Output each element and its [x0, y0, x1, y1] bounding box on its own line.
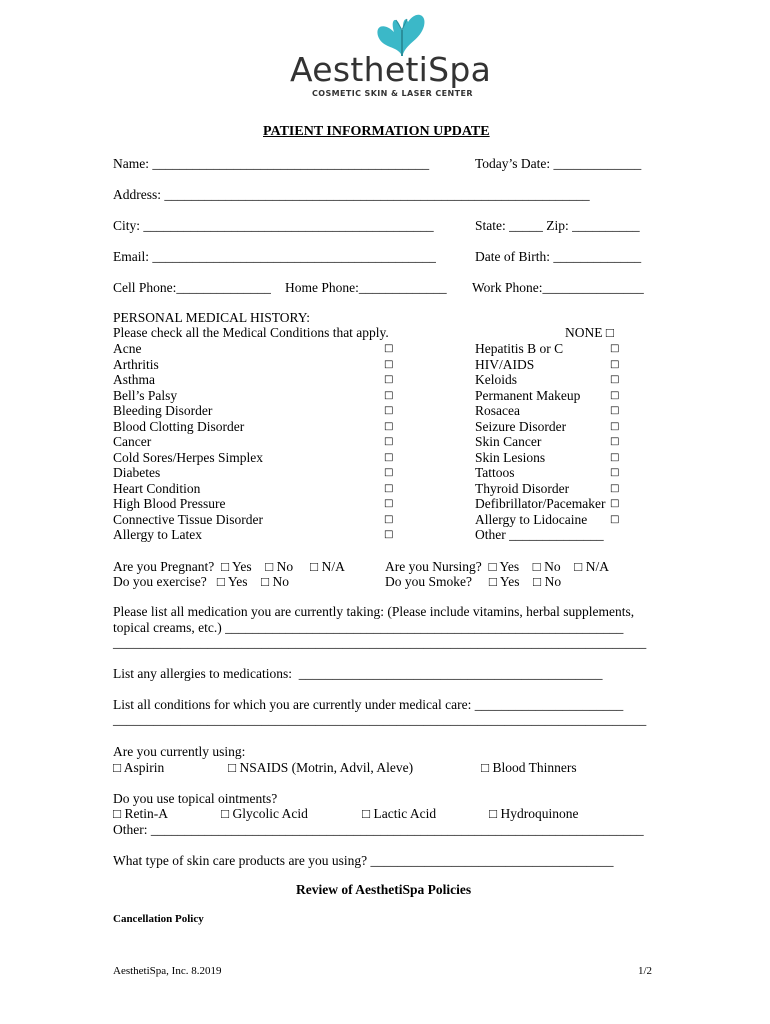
right-condition-label: Permanent Makeup [475, 387, 581, 403]
left-condition-label: High Blood Pressure [113, 496, 226, 511]
glycolic-acid-checkbox[interactable]: □ Glycolic Acid [221, 806, 308, 821]
cell-phone-field[interactable]: Cell Phone:______________ [113, 280, 271, 295]
other-condition-field[interactable]: Other ______________ [475, 527, 604, 542]
smoke-question[interactable]: Do you Smoke? □ Yes □ No [385, 574, 562, 589]
email-field[interactable]: Email: __________________________________________ [113, 249, 436, 264]
right-condition-label: Allergy to Lidocaine [475, 511, 588, 527]
left-condition-label: Bleeding Disorder [113, 403, 213, 418]
left-condition-label: Asthma [113, 372, 155, 387]
blood-thinners-checkbox[interactable]: □ Blood Thinners [481, 760, 577, 775]
left-condition-checkbox[interactable]: □ [384, 389, 394, 401]
left-condition-label: Diabetes [113, 465, 161, 480]
right-condition-label: Thyroid Disorder [475, 480, 570, 496]
state-zip-field[interactable]: State: _____ Zip: __________ [475, 218, 640, 233]
using-heading: Are you currently using: [113, 744, 246, 759]
city-field[interactable]: City: ___________________________________________ [113, 218, 434, 233]
right-condition-checkbox[interactable]: □ [610, 467, 620, 478]
conditions-field[interactable]: List all conditions for which you are currently under medical care: ______________________ [113, 697, 624, 712]
right-condition-checkbox[interactable]: □ [610, 374, 620, 385]
brand-tagline: COSMETIC SKIN & LASER CENTER [312, 89, 473, 98]
nsaids-checkbox[interactable]: □ NSAIDS (Motrin, Advil, Aleve) [228, 760, 414, 775]
right-condition-checkbox[interactable]: □ [610, 358, 620, 370]
history-heading: PERSONAL MEDICAL HISTORY: [113, 310, 311, 325]
right-condition-label: Hepatitis B or C [475, 341, 564, 356]
medication-field[interactable]: topical creams, etc.) ___________________________________________________________ [113, 620, 624, 635]
left-condition-checkbox[interactable]: □ [384, 436, 394, 447]
right-condition-checkbox[interactable]: □ [610, 451, 620, 463]
left-condition-label: Blood Clotting Disorder [113, 418, 245, 434]
right-condition-label: Defibrillator/Pacemaker [475, 496, 606, 511]
history-instruction: Please check all the Medical Conditions that apply. [113, 325, 389, 340]
aspirin-checkbox[interactable]: □ Aspirin [113, 760, 165, 775]
cancellation-heading: Cancellation Policy [113, 913, 204, 925]
pregnant-question[interactable]: Are you Pregnant? □ Yes □ No □ N/A [113, 559, 345, 574]
skin-care-field[interactable]: What type of skin care products are you using? ____________________________________ [113, 853, 614, 868]
exercise-question[interactable]: Do you exercise? □ Yes □ No [113, 574, 290, 589]
left-condition-label: Arthritis [113, 356, 159, 372]
left-condition-checkbox[interactable]: □ [384, 343, 394, 354]
right-condition-checkbox[interactable]: □ [610, 513, 620, 525]
conditions-field-line[interactable]: _______________________________________________________________________________ [113, 712, 647, 727]
lactic-acid-checkbox[interactable]: □ Lactic Acid [362, 806, 437, 821]
allergies-field[interactable]: List any allergies to medications: _____________________________________________ [113, 666, 603, 681]
right-condition-label: Seizure Disorder [475, 418, 567, 434]
left-condition-checkbox[interactable]: □ [384, 420, 394, 432]
hydroquinone-checkbox[interactable]: □ Hydroquinone [489, 806, 579, 821]
right-condition-checkbox[interactable]: □ [610, 389, 620, 401]
medication-field-line[interactable]: _______________________________________________________________________________ [113, 635, 647, 650]
page-number: 1/2 [638, 965, 653, 977]
name-field[interactable]: Name: _________________________________________ [113, 156, 430, 171]
left-condition-checkbox[interactable]: □ [384, 498, 394, 509]
left-condition-label: Acne [113, 341, 142, 356]
medication-prompt: Please list all medication you are currently taking: (Please include vitamins, herbal supplements, [113, 604, 635, 619]
left-condition-label: Connective Tissue Disorder [113, 511, 263, 527]
right-condition-label: Tattoos [475, 465, 515, 480]
address-field[interactable]: Address: _______________________________________________________________ [113, 187, 590, 202]
nursing-question[interactable]: Are you Nursing? □ Yes □ No □ N/A [385, 559, 609, 574]
right-condition-checkbox[interactable]: □ [610, 343, 620, 354]
work-phone-field[interactable]: Work Phone:_______________ [472, 280, 644, 295]
topical-heading: Do you use topical ointments? [113, 791, 278, 806]
form-title: PATIENT INFORMATION UPDATE [263, 124, 490, 139]
dob-field[interactable]: Date of Birth: _____________ [475, 249, 642, 264]
left-condition-checkbox[interactable]: □ [384, 405, 394, 416]
left-condition-checkbox[interactable]: □ [384, 374, 394, 385]
brand-name: AesthetiSpa [290, 50, 492, 89]
left-condition-label: Allergy to Latex [113, 527, 202, 542]
right-condition-checkbox[interactable]: □ [610, 405, 620, 416]
right-condition-checkbox[interactable]: □ [610, 420, 620, 432]
left-condition-checkbox[interactable]: □ [384, 482, 394, 494]
right-condition-label: Rosacea [475, 403, 520, 418]
left-condition-label: Bell’s Palsy [113, 387, 178, 403]
left-condition-checkbox[interactable]: □ [384, 467, 394, 478]
retin-a-checkbox[interactable]: □ Retin-A [113, 806, 169, 821]
left-condition-checkbox[interactable]: □ [384, 529, 394, 540]
left-condition-checkbox[interactable]: □ [384, 513, 394, 525]
right-condition-label: Skin Lesions [475, 449, 546, 465]
footer-company: AesthetiSpa, Inc. 8.2019 [113, 965, 222, 977]
left-condition-label: Cancer [113, 434, 152, 449]
policies-heading: Review of AesthetiSpa Policies [296, 882, 472, 897]
right-condition-label: Skin Cancer [475, 434, 542, 449]
right-condition-label: Keloids [475, 372, 517, 387]
left-condition-label: Heart Condition [113, 480, 201, 496]
right-condition-checkbox[interactable]: □ [610, 498, 620, 509]
right-condition-checkbox[interactable]: □ [610, 482, 620, 494]
none-checkbox[interactable]: NONE □ [565, 325, 615, 340]
left-condition-checkbox[interactable]: □ [384, 358, 394, 370]
left-condition-checkbox[interactable]: □ [384, 451, 394, 463]
right-condition-checkbox[interactable]: □ [610, 436, 620, 447]
todays-date-field[interactable]: Today’s Date: _____________ [475, 156, 642, 171]
other-topical-field[interactable]: Other: _________________________________________________________________________ [113, 822, 644, 837]
right-condition-label: HIV/AIDS [475, 356, 535, 372]
left-condition-label: Cold Sores/Herpes Simplex [113, 449, 263, 465]
home-phone-field[interactable]: Home Phone:_____________ [285, 280, 447, 295]
